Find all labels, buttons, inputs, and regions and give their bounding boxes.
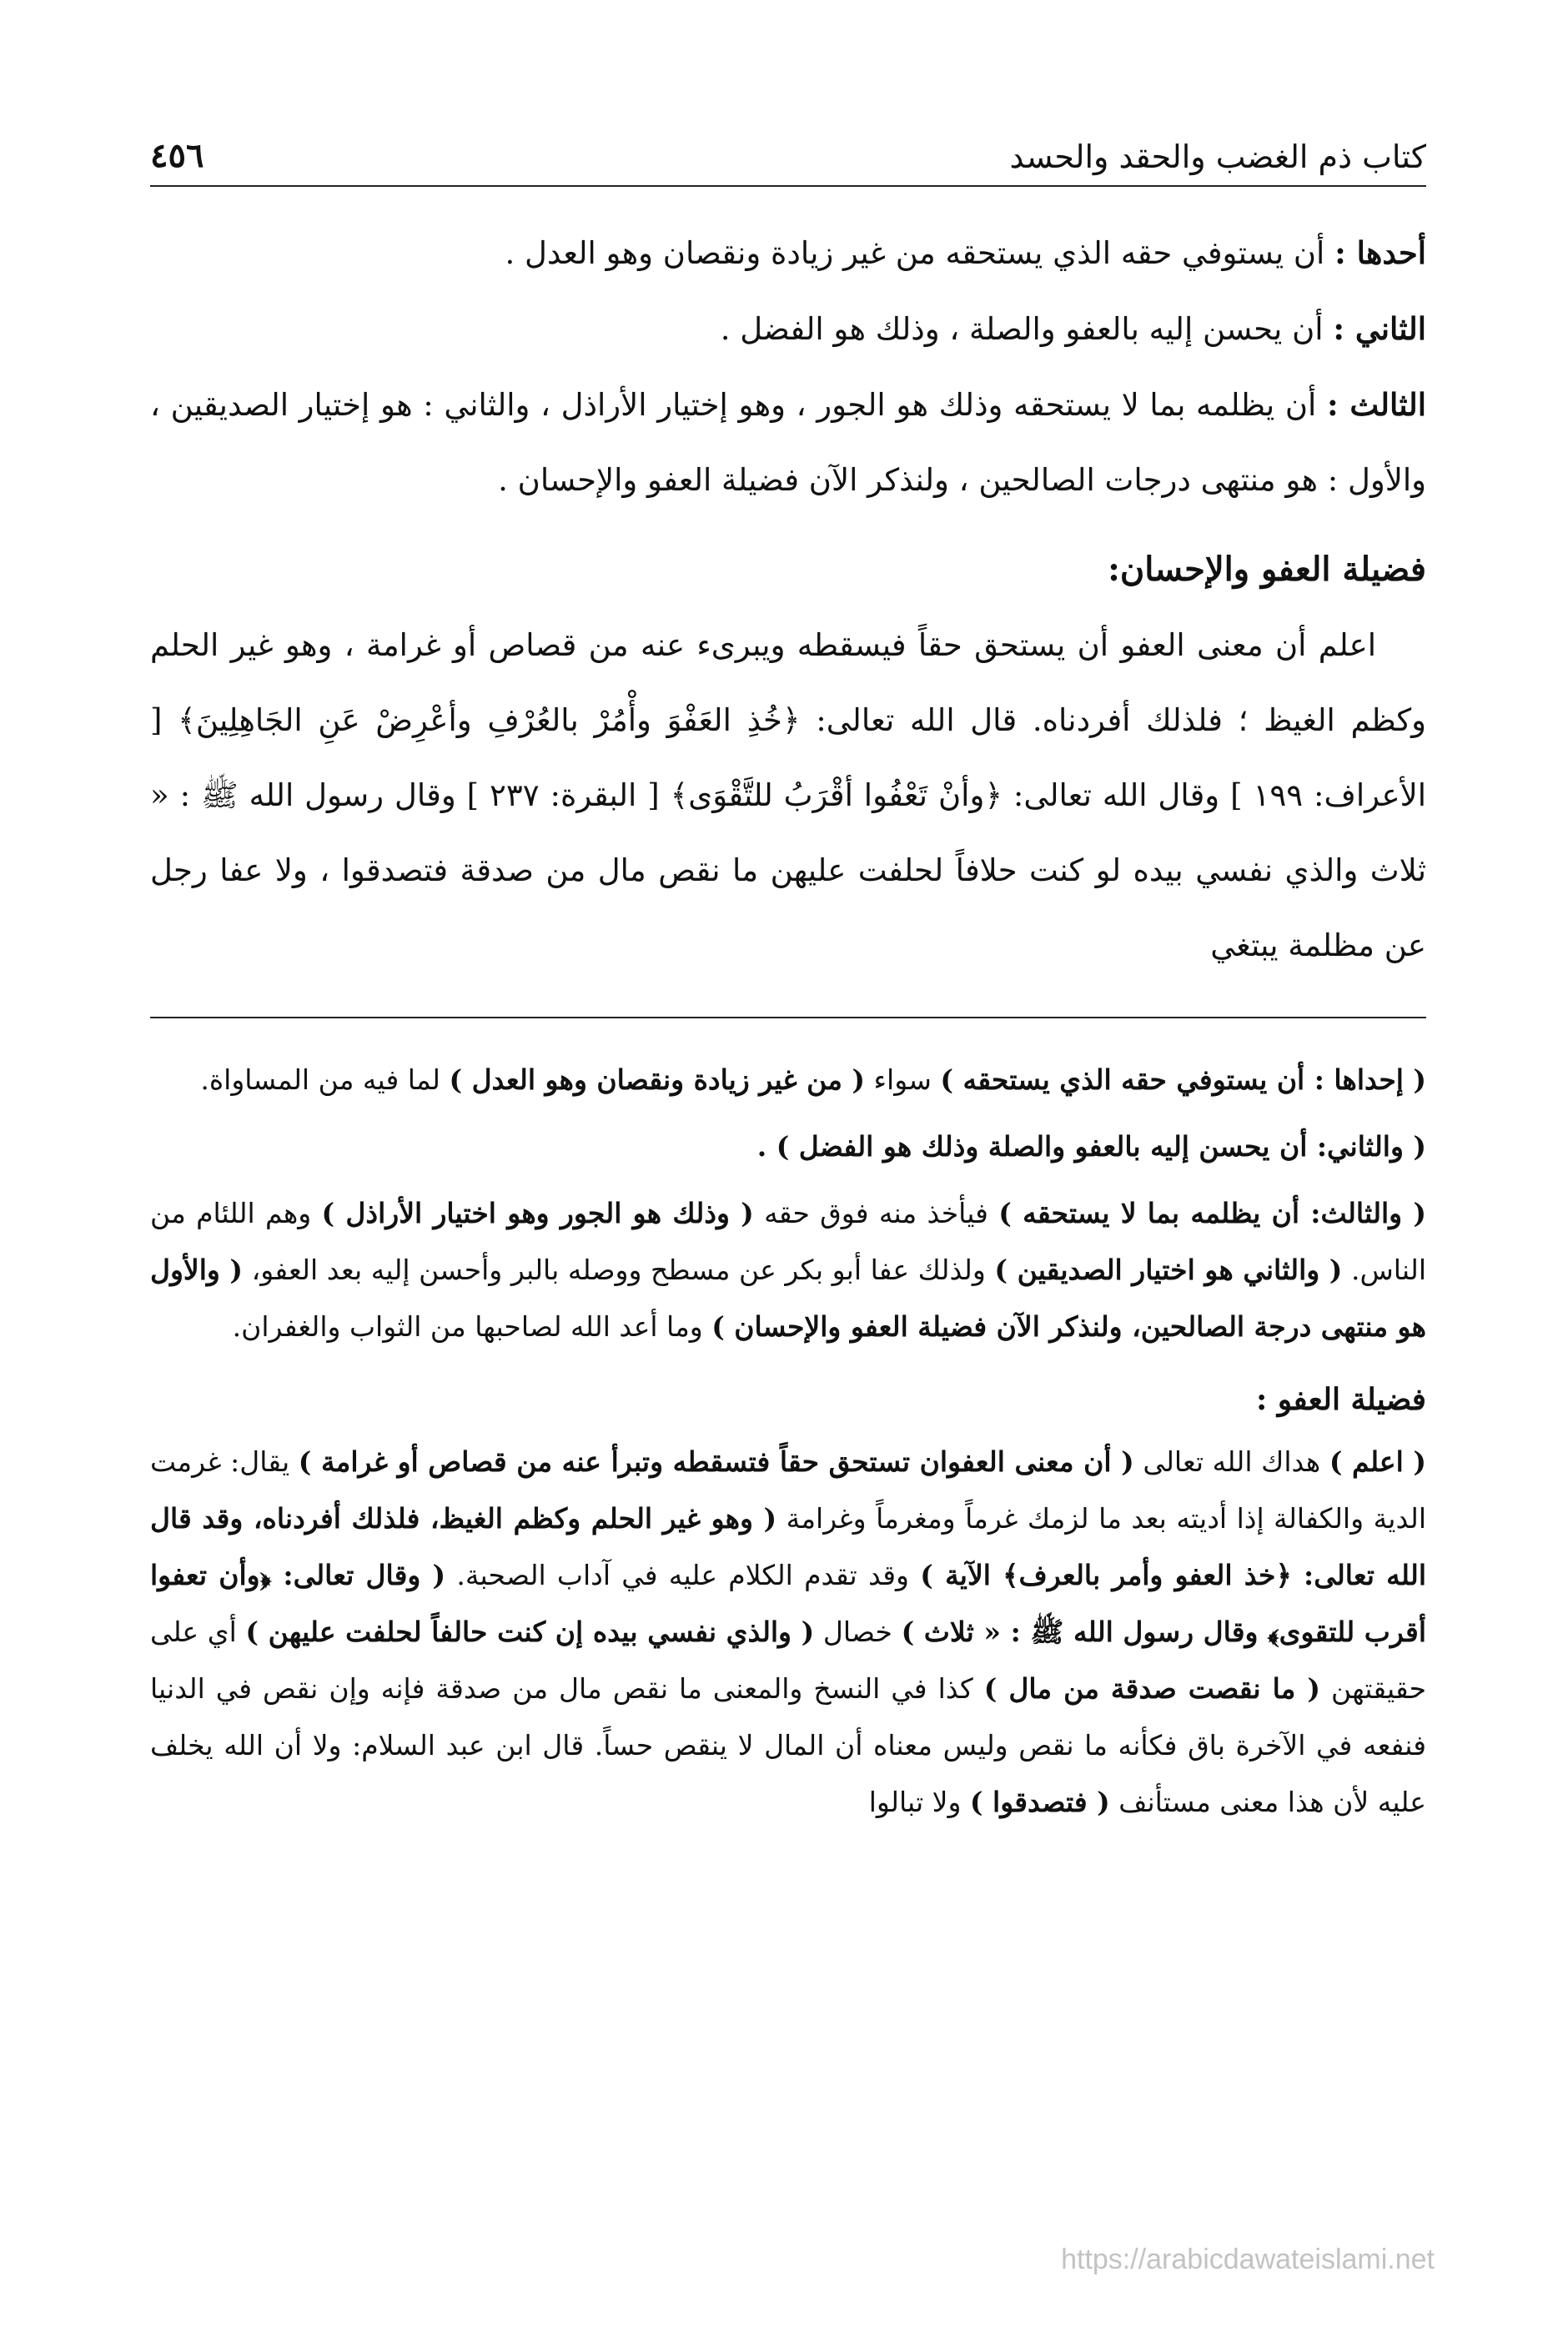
- commentary-gloss: وما أعد الله لصاحبها من الثواب والغفران.: [232, 1310, 712, 1343]
- commentary-gloss: كذا في النسخ والمعنى ما نقص مال من صدقة فإنه وإن نقص في الدنيا فنفعه في الآخرة باق فكأنه ما نقص وليس معناه أن المال لا ينقص حساً. قال ابن عبد السلام: ولا أن الله يخلف عليه لأن هذا معنى مستأنف: [150, 1672, 1426, 1818]
- commentary-quote: ( اعلم ): [1329, 1445, 1426, 1478]
- paragraph-second: [150, 291, 1426, 367]
- running-header: [150, 108, 1426, 187]
- commentary-quote: ( والثاني: أن يحسن إليه بالعفو والصلة وذلك هو الفضل ) .: [756, 1130, 1426, 1163]
- watermark-url: https://arabicdawateislami.net: [1061, 2244, 1435, 2275]
- commentary-fourth: [150, 1434, 1426, 1831]
- commentary-quote: ( والثاني هو اختيار الصديقين ): [994, 1254, 1343, 1286]
- book-title: كتاب ذم الغضب والحقد والحسد: [1009, 138, 1426, 175]
- commentary-second: [150, 1118, 1426, 1175]
- term-third: الثالث :: [1326, 386, 1426, 423]
- commentary-quote: ( إحداها : أن يستوفي حقه الذي يستحقه ): [940, 1063, 1426, 1096]
- term-second: الثاني :: [1333, 310, 1426, 347]
- paragraph-pardon: اعلم أن معنى العفو أن يستحق حقاً فيسقطه ويبرىء عنه من قصاص أو غرامة ، وهو غير الحلم وكظم الغيظ ؛ فلذلك أفردناه. قال الله تعالى: ﴿خُذِ العَفْوَ وأْمُرْ بالعُرْفِ وأعْرِضْ عَنِ الجَاهِلِينَ﴾ [ الأعراف: ١٩٩ ] وقال الله تعالى: ﴿وأنْ تَعْفُوا أقْرَبُ للتَّقْوَى﴾ [ البقرة: ٢٣٧ ] وقال رسول الله ﷺ : « ثلاث والذي نفسي بيده لو كنت حلافاً لحلفت عليهن ما نقص مال من صدقة فتصدقوا ، ولا عفا رجل عن مظلمة يبتغي: [150, 627, 1426, 963]
- paragraph-second-text: أن يحسن إليه بالعفو والصلة ، وذلك هو الفضل .: [720, 311, 1334, 347]
- commentary-quote: ( أن معنى العفوان تستحق حقاً فتسقطه وتبرأ عنه من قصاص أو غرامة ): [298, 1445, 1134, 1478]
- paragraph-third-text: أن يظلمه بما لا يستحقه وذلك هو الجور ، وهو إختيار الأراذل ، والثاني : هو إختيار الصديقين ، والأول : هو منتهى درجات الصالحين ، ولنذكر الآن فضيلة العفو والإحسان .: [150, 387, 1426, 498]
- commentary-quote: ( فتصدقوا ): [969, 1786, 1110, 1818]
- commentary-gloss: خصال: [814, 1616, 902, 1648]
- commentary-gloss: فيأخذ منه فوق حقه: [753, 1197, 999, 1229]
- commentary-first: [150, 1052, 1426, 1108]
- paragraph-first-text: أن يستوفي حقه الذي يستحقه من غير زيادة ونقصان وهو العدل .: [505, 235, 1335, 271]
- commentary-gloss: وقد تقدم الكلام عليه في آداب الصحبة.: [445, 1559, 921, 1591]
- commentary-gloss: وهم اللئام من الناس.: [150, 1197, 1426, 1286]
- commentary-quote: ( ما نقصت صدقة من مال ): [983, 1672, 1320, 1705]
- commentary-gloss: أي على حقيقتهن: [150, 1616, 1427, 1705]
- commentary-gloss: ولا تبالوا: [868, 1786, 970, 1818]
- commentary-gloss: يقال: غرمت الدية والكفالة إذا أديته بعد ما لزمك غرماً ومغرماً وغرامة: [150, 1445, 1426, 1535]
- commentary-quote: ( من غير زيادة ونقصان وهو العدل ): [449, 1063, 866, 1096]
- commentary-quote: ( والأول هو منتهى درجة الصالحين، ولنذكر الآن فضيلة العفو والإحسان ): [150, 1254, 1426, 1343]
- commentary-quote: ( والثالث: أن يظلمه بما لا يستحقه ): [998, 1197, 1426, 1229]
- commentary-quote: ( وهو غير الحلم وكظم الغيظ، فلذلك أفردناه، وقد قال الله تعالى: ﴿خذ العفو وأمر بالعرف﴾ الآية ): [150, 1502, 1427, 1591]
- commentary-quote: ( والذي نفسي بيده إن كنت حالفاً لحلفت عليهن ): [245, 1616, 815, 1648]
- commentary-quote: ( وذلك هو الجور وهو اختيار الأراذل ): [321, 1197, 754, 1229]
- footnote-divider: [150, 1017, 1426, 1018]
- commentary-heading: فضيلة العفو :: [1255, 1382, 1426, 1417]
- commentary-gloss: ولذلك عفا أبو بكر عن مسطح ووصله بالبر وأحسن إليه بعد العفو،: [243, 1254, 995, 1286]
- book-page: [150, 108, 1426, 2244]
- commentary-quote: ( وقال تعالى: ﴿وأن تعفوا أقرب للتقوى﴾ وقال رسول الله ﷺ : « ثلاث ): [150, 1559, 1426, 1648]
- commentary-gloss: سواء: [865, 1063, 941, 1096]
- page-number: ٤٥٦: [150, 136, 204, 175]
- commentary-gloss: لما فيه من المساواة.: [200, 1063, 450, 1096]
- paragraph-third: [150, 367, 1426, 518]
- paragraph-first: [150, 215, 1426, 291]
- commentary-text: [150, 1052, 1426, 1831]
- section-heading: فضيلة العفو والإحسان:: [1108, 550, 1426, 589]
- main-text: [150, 215, 1426, 983]
- term-first: أحدها :: [1334, 234, 1426, 271]
- commentary-third: [150, 1185, 1426, 1355]
- commentary-gloss: هداك الله تعالى: [1133, 1445, 1329, 1478]
